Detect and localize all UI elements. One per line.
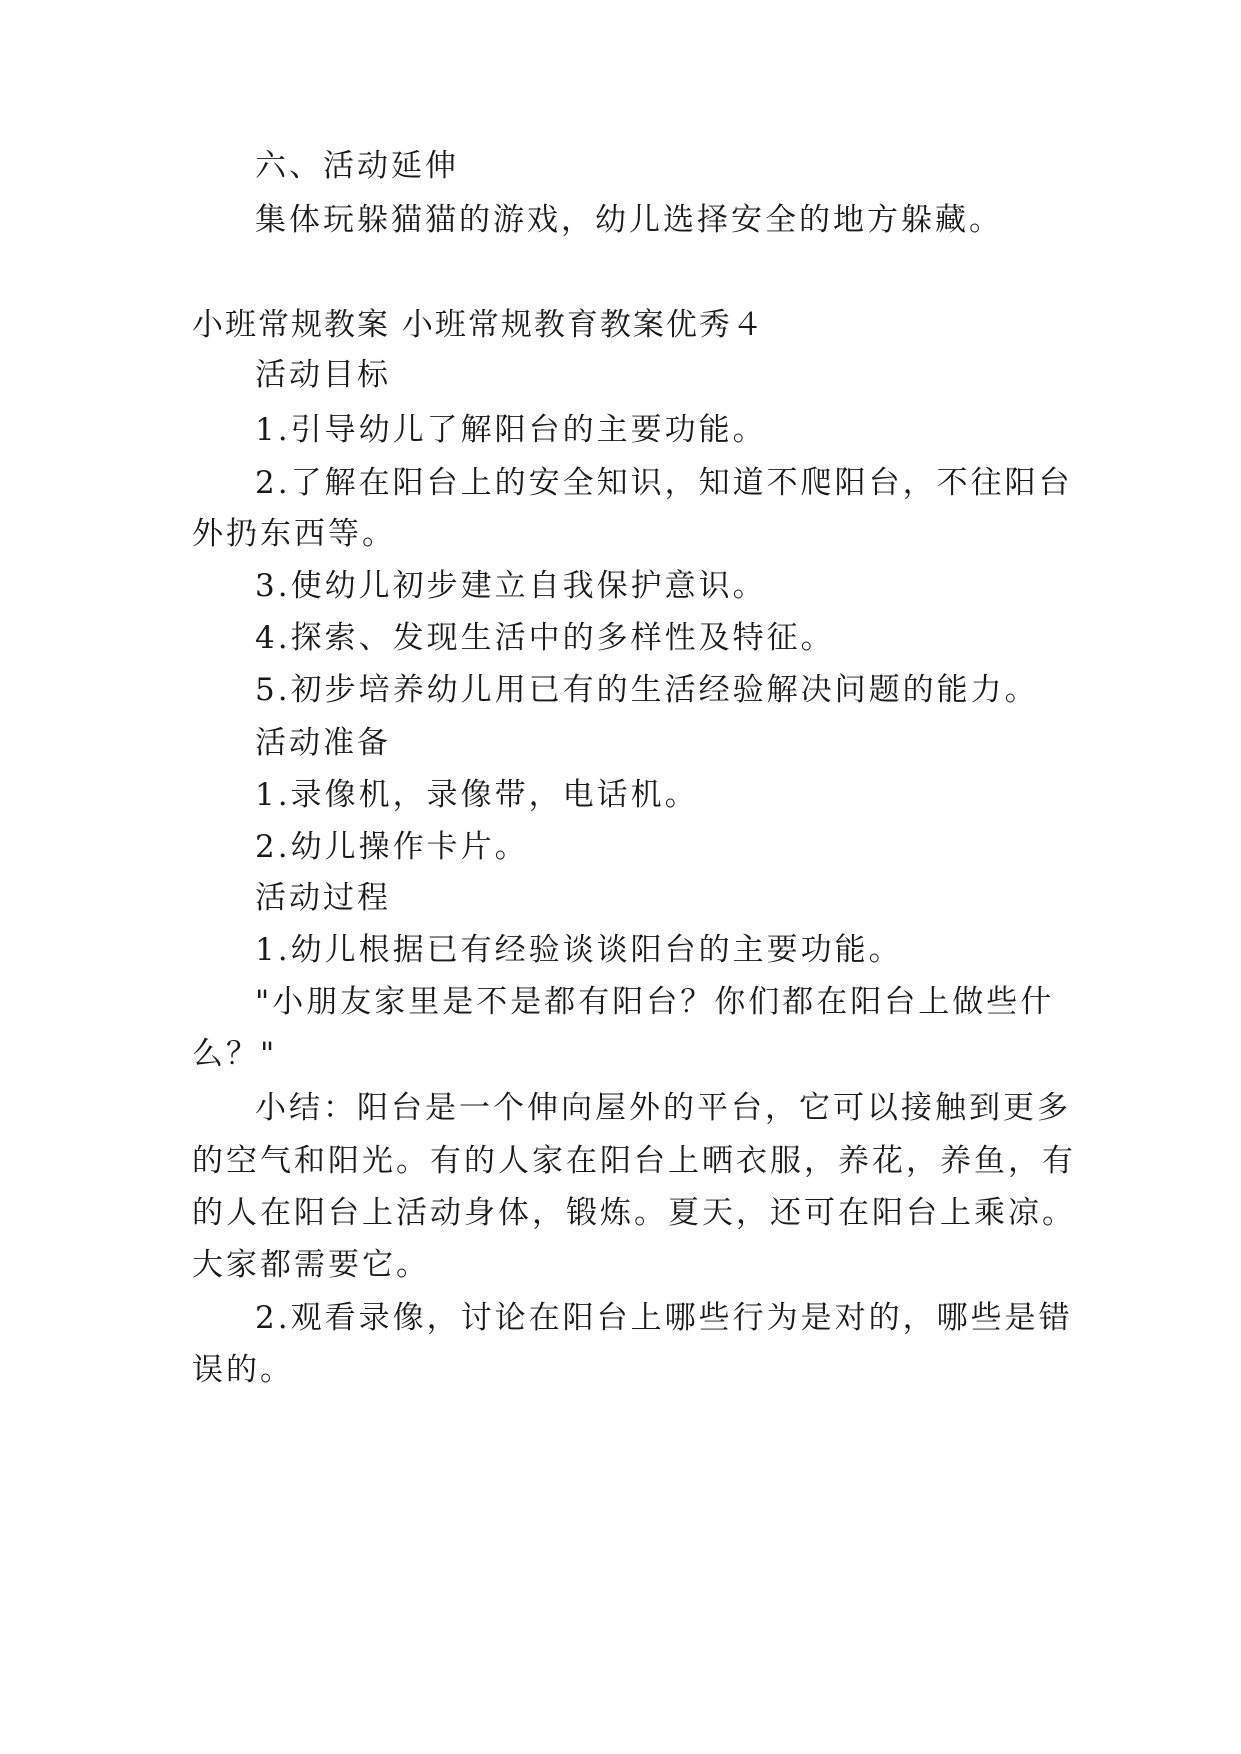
lesson-title: 小班常规教案 小班常规教育教案优秀４: [192, 307, 765, 343]
quote-line-1: "小朋友家里是不是都有阳台？你们都在阳台上做些什: [255, 984, 1055, 1020]
quote-line-2: 么？": [192, 1036, 278, 1072]
goal-item-1: 1.引导幼儿了解阳台的主要功能。: [255, 412, 767, 448]
summary-line-1: 小结：阳台是一个伸向屋外的平台，它可以接触到更多: [255, 1090, 1071, 1126]
goal-item-5: 5.初步培养幼儿用已有的生活经验解决问题的能力。: [255, 672, 1039, 708]
summary-line-4: 大家都需要它。: [192, 1247, 430, 1283]
heading-process: 活动过程: [255, 880, 391, 916]
prep-item-1: 1.录像机，录像带，电话机。: [255, 777, 699, 813]
summary-line-2: 的空气和阳光。有的人家在阳台上晒衣服，养花，养鱼，有: [192, 1143, 1076, 1179]
process-item-1: 1.幼儿根据已有经验谈谈阳台的主要功能。: [255, 932, 903, 968]
summary-line-3: 的人在阳台上活动身体，锻炼。夏天，还可在阳台上乘凉。: [192, 1195, 1076, 1231]
goal-item-3: 3.使幼儿初步建立自我保护意识。: [255, 568, 767, 604]
heading-goals: 活动目标: [255, 357, 391, 393]
prep-item-2: 2.幼儿操作卡片。: [255, 829, 529, 865]
heading-preparation: 活动准备: [255, 725, 391, 761]
goal-item-4: 4.探索、发现生活中的多样性及特征。: [255, 620, 835, 656]
goal-item-2-line1: 2.了解在阳台上的安全知识，知道不爬阳台，不往阳台: [255, 465, 1073, 501]
section-heading-extension: 六、活动延伸: [255, 148, 459, 184]
process-item-2-line1: 2.观看录像，讨论在阳台上哪些行为是对的，哪些是错: [255, 1300, 1073, 1336]
paragraph-extension: 集体玩躲猫猫的游戏，幼儿选择安全的地方躲藏。: [255, 202, 1003, 238]
process-item-2-line2: 误的。: [192, 1352, 294, 1388]
goal-item-2-line2: 外扔东西等。: [192, 516, 396, 552]
